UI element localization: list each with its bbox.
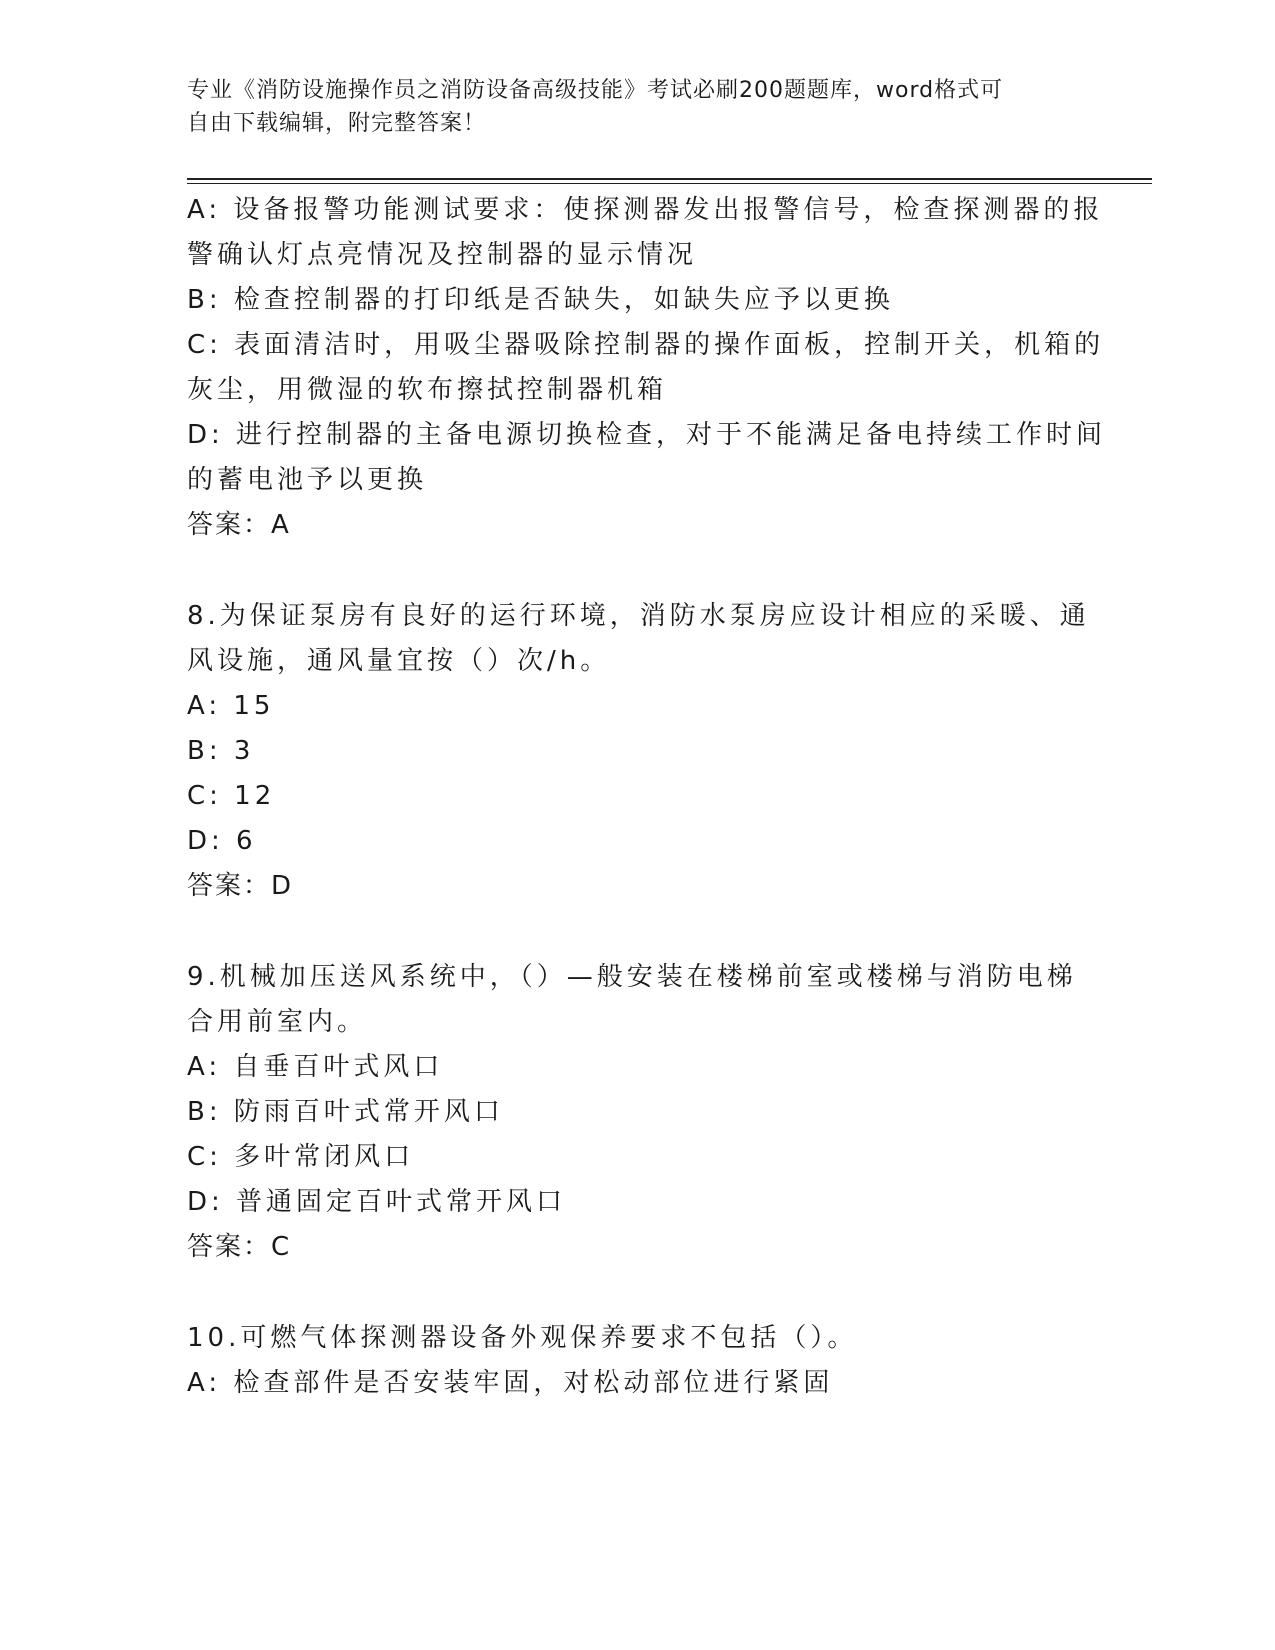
spacer	[187, 1270, 1087, 1316]
option-b: B: 3	[187, 736, 255, 766]
header-divider-thin	[187, 183, 1152, 184]
option-c: C: 多叶常闭风口	[187, 1142, 415, 1172]
question-stem-line-1: 8.为保证泵房有良好的运行环境，消防水泵房应设计相应的采暖、通	[187, 601, 1090, 631]
spacer	[187, 548, 1087, 594]
option-a: A: 自垂百叶式风口	[187, 1052, 444, 1082]
header-divider-thick	[187, 178, 1152, 180]
question-9-block	[187, 955, 1087, 1270]
question-stem-line-1: 9.机械加压送风系统中，（）—般安装在楼梯前室或楼梯与消防电梯	[187, 962, 1077, 992]
question-list	[187, 188, 1107, 1406]
option-c: C: 12	[187, 781, 276, 811]
header-line-1: 专业《消防设施操作员之消防设备高级技能》考试必刷200题题库，word格式可	[187, 78, 1004, 103]
option-d: D: 普通固定百叶式常开风口	[187, 1187, 567, 1217]
question-7-block	[187, 188, 1107, 548]
option-c-line-2: 灰尘，用微湿的软布擦拭控制器机箱	[187, 375, 668, 405]
answer-label: 答案：C	[187, 1232, 292, 1262]
option-b: B: 检查控制器的打印纸是否缺失，如缺失应予以更换	[187, 285, 894, 315]
question-stem-line-2: 风设施，通风量宜按（）次/h。	[187, 646, 611, 676]
option-c-line-1: C: 表面清洁时，用吸尘器吸除控制器的操作面板，控制开关，机箱的	[187, 330, 1105, 360]
question-stem-line-1: 10.可燃气体探测器设备外观保养要求不包括（）。	[187, 1323, 858, 1353]
option-b: B: 防雨百叶式常开风口	[187, 1097, 504, 1127]
option-d-line-1: D: 进行控制器的主备电源切换检查，对于不能满足备电持续工作时间	[187, 420, 1107, 450]
option-a-line-1: A: 设备报警功能测试要求：使探测器发出报警信号，检查探测器的报	[187, 195, 1104, 225]
option-d: D: 6	[187, 826, 257, 856]
option-a-line-2: 警确认灯点亮情况及控制器的显示情况	[187, 240, 698, 270]
question-10-block	[187, 1316, 1087, 1406]
spacer	[187, 909, 1087, 955]
header-line-2: 自由下载编辑，附完整答案！	[187, 111, 487, 136]
option-d-line-2: 的蓄电池予以更换	[187, 465, 428, 495]
answer-label: 答案：D	[187, 871, 294, 901]
document-header	[187, 74, 1067, 140]
answer-label: 答案：A	[187, 510, 291, 540]
question-stem-line-2: 合用前室内。	[187, 1007, 368, 1037]
option-a: A: 检查部件是否安装牢固，对松动部位进行紧固	[187, 1368, 834, 1398]
question-8-block	[187, 594, 1090, 909]
option-a: A: 15	[187, 691, 275, 721]
